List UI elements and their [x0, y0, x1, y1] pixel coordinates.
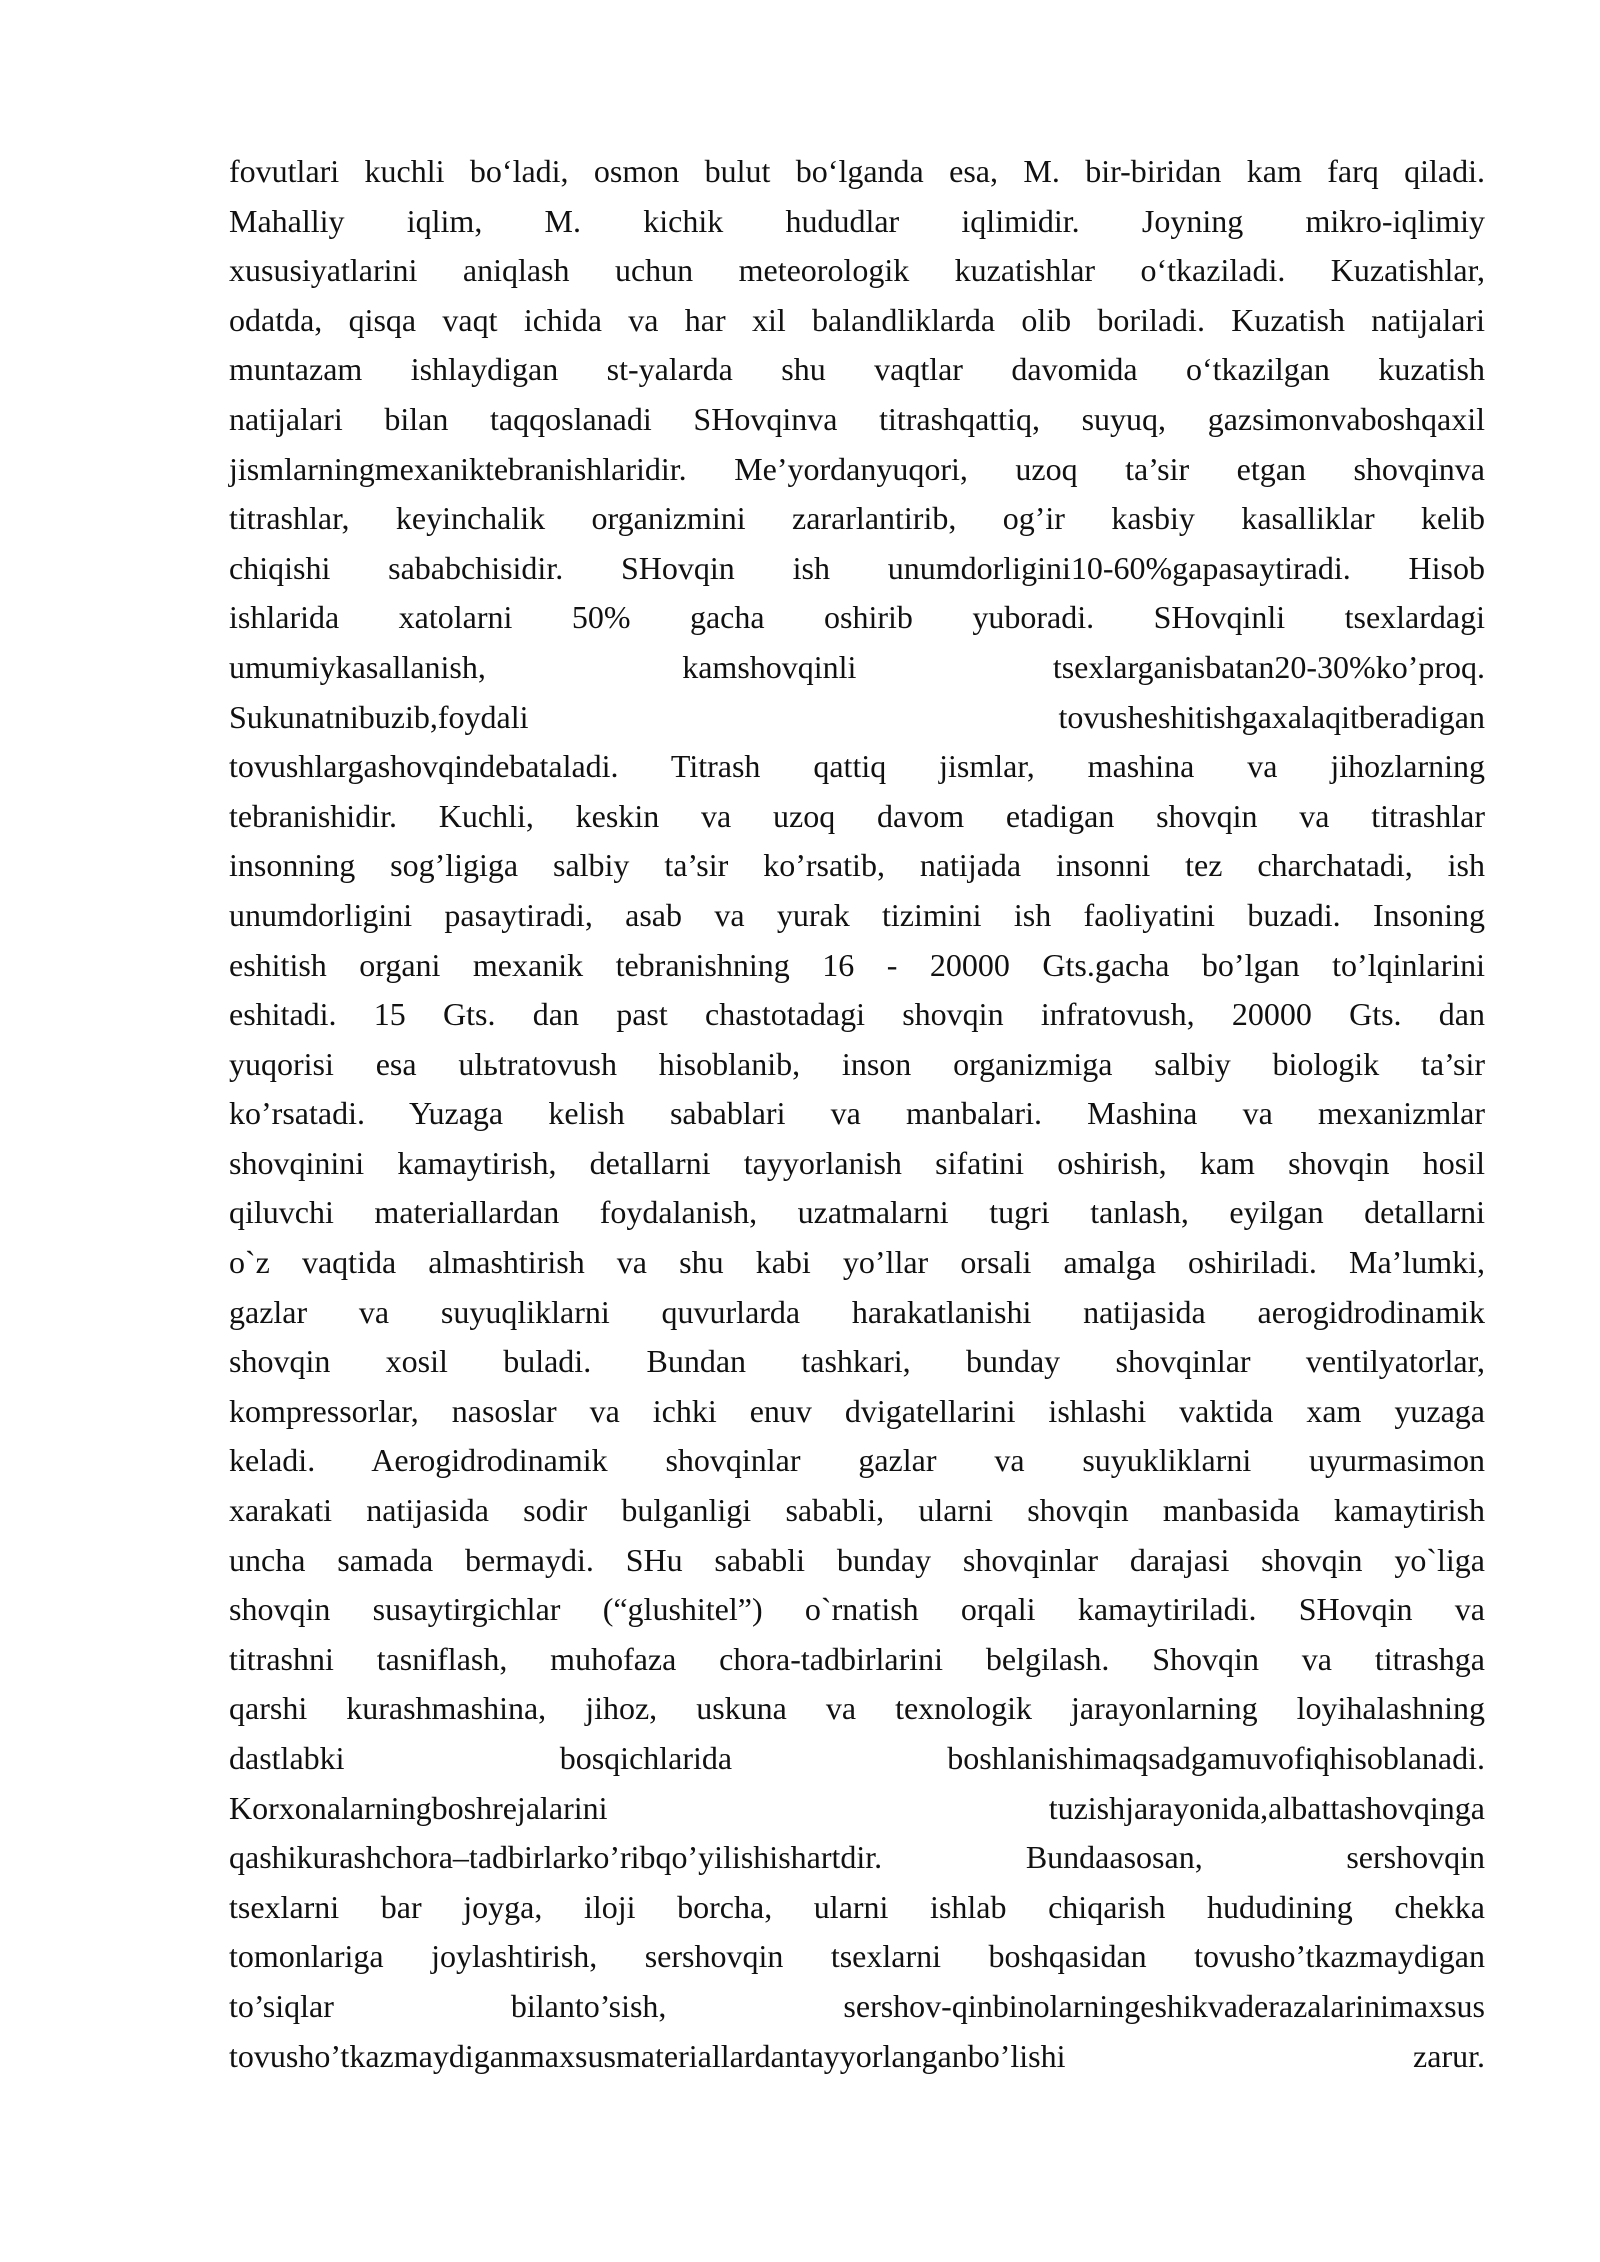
text-line: Korxonalarningboshrejalarini tuzishjarayonida,albattashovqinga: [229, 1789, 1485, 1826]
text-line: qashikurashchora–tadbirlarko’ribqo’yilishishartdir. Bundaasosan, sershovqin: [229, 1839, 1485, 1876]
text-line: Sukunatnibuzib,foydali tovusheshitishgaxalaqitberadigan: [229, 698, 1485, 735]
text-line: jismlarningmexaniktebranishlaridir. Me’yordanyuqori, uzoq ta’sir etgan shovqinva: [229, 450, 1485, 487]
text-line: eshitadi. 15 Gts. dan past chastotadagi shovqin infratovush, 20000 Gts. dan: [229, 996, 1485, 1033]
text-line: muntazam ishlaydigan st-yalarda shu vaqtlar davomida o‘tkazilgan kuzatish: [229, 351, 1485, 388]
text-line: xususiyatlarini aniqlash uchun meteorologik kuzatishlar o‘tkaziladi. Kuzatishlar,: [229, 252, 1485, 289]
text-line: kompressorlar, nasoslar va ichki enuv dvigatellarini ishlashi vaktida xam yuzaga: [229, 1392, 1485, 1429]
text-line: qiluvchi materiallardan foydalanish, uzatmalarni tugri tanlash, eyilgan detallarni: [229, 1194, 1485, 1231]
text-line: tovusho’tkazmaydiganmaxsusmateriallardantayyorlanganbo’lishi zarur.: [229, 2037, 1485, 2074]
text-line: shovqin xosil buladi. Bundan tashkari, bunday shovqinlar ventilyatorlar,: [229, 1343, 1485, 1380]
body-text: [229, 147, 1485, 2081]
text-line: yuqorisi esa ulьtratovush hisoblanib, inson organizmiga salbiy biologik ta’sir: [229, 1045, 1485, 1082]
text-line: unumdorligini pasaytiradi, asab va yurak tizimini ish faoliyatini buzadi. Insoning: [229, 896, 1485, 933]
text-line: ishlarida xatolarni 50% gacha oshirib yuboradi. SHovqinli tsexlardagi: [229, 599, 1485, 636]
text-line: xarakati natijasida sodir bulganligi sababli, ularni shovqin manbasida kamaytirish: [229, 1492, 1485, 1529]
text-line: tsexlarni bar joyga, iloji borcha, ularni ishlab chiqarish hududining chekka: [229, 1888, 1485, 1925]
text-line: insonning sog’ligiga salbiy ta’sir ko’rsatib, natijada insonni tez charchatadi, ish: [229, 847, 1485, 884]
text-line: titrashlar, keyinchalik organizmini zararlantirib, og’ir kasbiy kasalliklar kelib: [229, 500, 1485, 537]
text-line: dastlabki bosqichlarida boshlanishimaqsadgamuvofiqhisoblanadi.: [229, 1740, 1485, 1776]
text-line: ko’rsatadi. Yuzaga kelish sabablari va manbalari. Mashina va mexanizmlar: [229, 1095, 1485, 1132]
text-line: qarshi kurashmashina, jihoz, uskuna va texnologik jarayonlarning loyihalashning: [229, 1690, 1485, 1727]
text-line: shovqin susaytirgichlar (“glushitel”) o`rnatish orqali kamaytiriladi. SHovqin va: [229, 1591, 1485, 1628]
text-line: tomonlariga joylashtirish, sershovqin tsexlarni boshqasidan tovusho’tkazmaydigan: [229, 1938, 1485, 1975]
text-line: odatda, qisqa vaqt ichida va har xil balandliklarda olib boriladi. Kuzatish natijalari: [229, 301, 1485, 338]
text-line: to’siqlar bilanto’sish, sershov-qinbinolarningeshikvaderazalarinimaxsus: [229, 1987, 1485, 2024]
text-line: keladi. Aerogidrodinamik shovqinlar gazlar va suyukliklarni uyurmasimon: [229, 1442, 1485, 1479]
text-line: natijalari bilan taqqoslanadi SHovqinva titrashqattiq, suyuq, gazsimonvaboshqaxil: [229, 400, 1485, 437]
text-line: chiqishi sababchisidir. SHovqin ish unumdorligini10-60%gapasaytiradi. Hisob: [229, 549, 1485, 586]
text-line: gazlar va suyuqliklarni quvurlarda harakatlanishi natijasida aerogidrodinamik: [229, 1293, 1485, 1330]
text-line: fovutlari kuchli bo‘ladi, osmon bulut bo‘lganda esa, M. bir-biridan kam farq qiladi.: [229, 153, 1485, 189]
text-line: umumiykasallanish, kamshovqinli tsexlarganisbatan20-30%ko’proq.: [229, 648, 1485, 685]
text-line: tovushlargashovqindebataladi. Titrash qattiq jismlar, mashina va jihozlarning: [229, 748, 1485, 785]
text-line: shovqinini kamaytirish, detallarni tayyorlanish sifatini oshirish, kam shovqin hosil: [229, 1144, 1485, 1181]
text-line: Mahalliy iqlim, M. kichik hududlar iqlimidir. Joyning mikro-iqlimiy: [229, 202, 1485, 239]
text-line: tebranishidir. Kuchli, keskin va uzoq davom etadigan shovqin va titrashlar: [229, 797, 1485, 834]
text-line: eshitish organi mexanik tebranishning 16 - 20000 Gts.gacha bo’lgan to’lqinlarini: [229, 946, 1485, 983]
text-line: titrashni tasniflash, muhofaza chora-tadbirlarini belgilash. Shovqin va titrashga: [229, 1640, 1485, 1677]
text-line: uncha samada bermaydi. SHu sababli bunday shovqinlar darajasi shovqin yo`liga: [229, 1541, 1485, 1578]
text-line: o`z vaqtida almashtirish va shu kabi yo’llar orsali amalga oshiriladi. Ma’lumki,: [229, 1244, 1485, 1281]
